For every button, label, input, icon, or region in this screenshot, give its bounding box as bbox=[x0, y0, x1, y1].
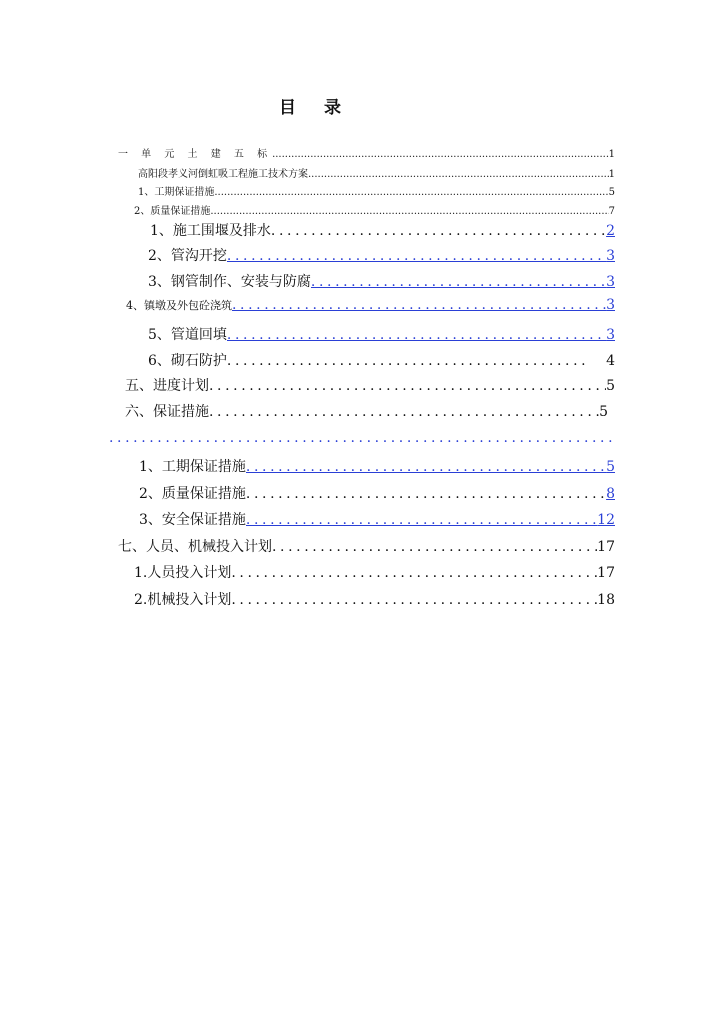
toc-leader bbox=[214, 187, 608, 198]
toc-entry-page: 1 bbox=[608, 149, 615, 160]
toc-entry-label: 六、保证措施 bbox=[125, 404, 209, 420]
toc-entry[interactable] bbox=[139, 456, 615, 476]
toc-entry[interactable] bbox=[125, 375, 615, 395]
toc-entry-label: 1、工期保证措施 bbox=[138, 187, 215, 198]
toc-entry-page: 2 bbox=[606, 223, 615, 239]
toc-leader bbox=[210, 206, 608, 217]
toc-entry-label: 1、工期保证措施 bbox=[139, 459, 246, 475]
toc-leader bbox=[246, 512, 597, 528]
toc-entry-page: 3 bbox=[606, 248, 615, 264]
toc-leader bbox=[272, 539, 597, 555]
toc-leader bbox=[227, 248, 606, 264]
toc-leader bbox=[227, 353, 586, 369]
toc-entry[interactable] bbox=[134, 589, 615, 609]
toc-title-char-2: 录 bbox=[324, 98, 343, 118]
toc-entry-label: 五、进度计划 bbox=[125, 378, 209, 394]
toc-title-char-1: 目 bbox=[279, 98, 298, 118]
toc-entry[interactable] bbox=[118, 145, 615, 160]
toc-entry-label: 一 单 元 土 建 五 标 bbox=[118, 149, 273, 160]
toc-entry-label: 2.机械投入计划 bbox=[134, 592, 232, 608]
toc-leader bbox=[246, 459, 606, 475]
toc-entry-page: 12 bbox=[597, 512, 615, 528]
toc-entry[interactable] bbox=[139, 483, 615, 503]
toc-entry-label: 1.人员投入计划 bbox=[134, 565, 232, 581]
toc-entry[interactable] bbox=[138, 183, 615, 198]
toc-entry[interactable] bbox=[134, 562, 615, 582]
toc-leader bbox=[209, 378, 606, 394]
toc-entry-page: 3 bbox=[606, 297, 615, 313]
toc-entry-label: 2、管沟开挖 bbox=[148, 248, 227, 264]
toc-entry-page: 8 bbox=[606, 486, 615, 502]
toc-entry-label: 1、施工围堰及排水 bbox=[150, 223, 271, 239]
toc-leader bbox=[271, 223, 606, 239]
toc-entry-page: 4 bbox=[606, 353, 615, 369]
toc-entry-page: 7 bbox=[608, 206, 615, 217]
toc-entry-page: 5 bbox=[606, 459, 615, 475]
toc-leader bbox=[232, 297, 606, 313]
toc-entry-label: 2、质量保证措施 bbox=[134, 206, 211, 217]
toc-entry[interactable] bbox=[148, 350, 615, 370]
toc-entry-label: 3、钢管制作、安装与防腐 bbox=[148, 274, 311, 290]
toc-leader-continuation bbox=[109, 430, 615, 446]
toc-entry-page: 3 bbox=[606, 274, 615, 290]
toc-entry-page: 5 bbox=[608, 187, 615, 198]
toc-entry-page: 5 bbox=[599, 404, 608, 420]
toc-entry[interactable] bbox=[134, 202, 615, 217]
toc-leader bbox=[209, 404, 599, 420]
toc-entry-label: 4、镇墩及外包砼浇筑 bbox=[126, 299, 232, 312]
toc-entry-label: 高阳段孝义河倒虹吸工程施工技术方案 bbox=[138, 169, 308, 180]
toc-entry[interactable] bbox=[126, 297, 615, 313]
toc-leader bbox=[227, 327, 606, 343]
toc-entry[interactable] bbox=[138, 165, 615, 180]
toc-leader bbox=[231, 565, 597, 581]
toc-entry[interactable] bbox=[118, 536, 615, 556]
toc-entry[interactable] bbox=[125, 401, 608, 421]
toc-entry-label: 2、质量保证措施 bbox=[139, 486, 246, 502]
toc-title bbox=[0, 93, 622, 118]
toc-entry[interactable] bbox=[150, 220, 615, 240]
toc-entry[interactable] bbox=[148, 324, 615, 344]
toc-leader bbox=[246, 486, 606, 502]
toc-entry-label: 3、安全保证措施 bbox=[139, 512, 246, 528]
toc-entry-page: 17 bbox=[597, 565, 615, 581]
toc-entry-page: 17 bbox=[597, 539, 615, 555]
toc-entry[interactable] bbox=[148, 245, 615, 265]
toc-entry-label: 6、砌石防护 bbox=[148, 353, 227, 369]
toc-entry-page: 5 bbox=[606, 378, 615, 394]
toc-entry-page: 1 bbox=[608, 169, 615, 180]
toc-entry-label: 七、人员、机械投入计划 bbox=[118, 539, 272, 555]
toc-leader bbox=[272, 149, 609, 160]
toc-leader bbox=[308, 169, 609, 180]
toc-leader bbox=[231, 592, 597, 608]
toc-entry[interactable] bbox=[139, 509, 615, 529]
toc-entry-page: 18 bbox=[597, 592, 615, 608]
toc-entry-label: 5、管道回填 bbox=[148, 327, 227, 343]
toc-leader bbox=[311, 274, 606, 290]
toc-entry[interactable] bbox=[148, 271, 615, 291]
toc-entry-page: 3 bbox=[606, 327, 615, 343]
